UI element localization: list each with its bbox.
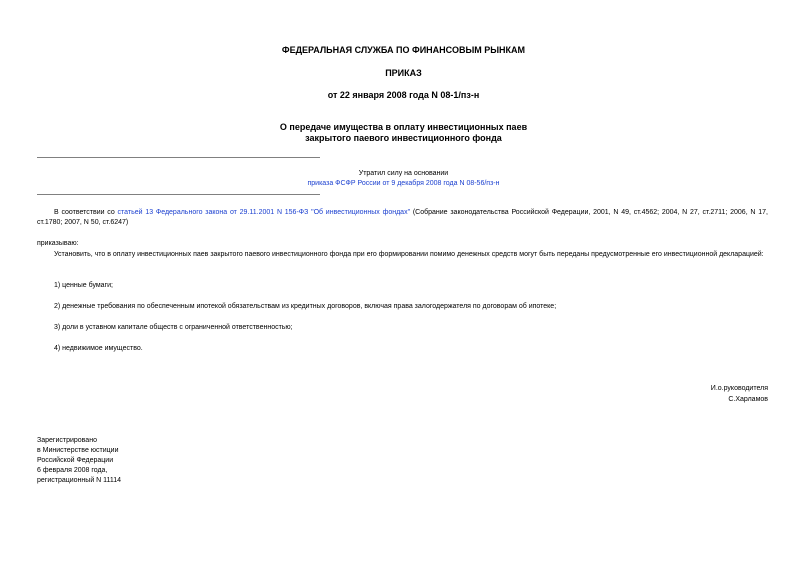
registration-line: Российской Федерации [37, 457, 114, 464]
signatory-name: С.Харламов [728, 396, 768, 403]
list-item: 2) денежные требования по обеспеченным ипотекой обязательствам из кредитных договоров, включая права залогодержателя по договорам об ипотеке; [54, 303, 557, 310]
repeal-order-link[interactable]: приказа ФСФР России от 9 декабря 2008 года N 08-56/пз-н [307, 180, 500, 187]
preamble-paragraph [37, 208, 768, 228]
repeal-note: Утратил силу на основании [358, 170, 449, 177]
law-article-link[interactable]: статьей 13 Федерального закона от 29.11.2001 N 156-ФЗ "Об инвестиционных фондах" [117, 209, 411, 216]
repeal-note-line [0, 179, 807, 188]
divider-bottom [37, 194, 320, 195]
main-provision: Установить, что в оплату инвестиционных паев закрытого паевого инвестиционного фонда при его формировании помимо денежных средств могут быть переданы предусмотренные его инвестиционной декларацией: [54, 251, 764, 258]
list-item: 3) доли в уставном капитале обществ с ограниченной ответственностью; [54, 324, 293, 331]
order-word: приказываю: [37, 240, 79, 247]
registration-line: в Министерстве юстиции [37, 447, 119, 454]
signatory-position: И.о.руководителя [710, 385, 768, 392]
document-type: ПРИКАЗ [385, 68, 422, 78]
document-title-line-2: закрытого паевого инвестиционного фонда [305, 133, 502, 143]
registration-line: Зарегистрировано [37, 437, 97, 444]
preamble-suffix: (Собрание законодательства Российской Федерации, 2001, N 49, ст.4562; 2004, N 27, ст.2711; 2006, N 17, ст.1780; 2007, N 50, ст.6247) [37, 209, 768, 226]
list-item: 4) недвижимое имущество. [54, 345, 143, 352]
document-date-number: от 22 января 2008 года N 08-1/пз-н [327, 90, 480, 100]
registration-line: 6 февраля 2008 года, [37, 467, 108, 474]
preamble-prefix: В соответствии со [54, 209, 118, 216]
agency-name: ФЕДЕРАЛЬНАЯ СЛУЖБА ПО ФИНАНСОВЫМ РЫНКАМ [281, 45, 526, 55]
registration-line: регистрационный N 11114 [37, 477, 122, 484]
divider-top [37, 157, 320, 158]
list-item: 1) ценные бумаги; [54, 282, 113, 289]
document-title-line-1: О передаче имущества в оплату инвестиционных паев [279, 122, 528, 132]
